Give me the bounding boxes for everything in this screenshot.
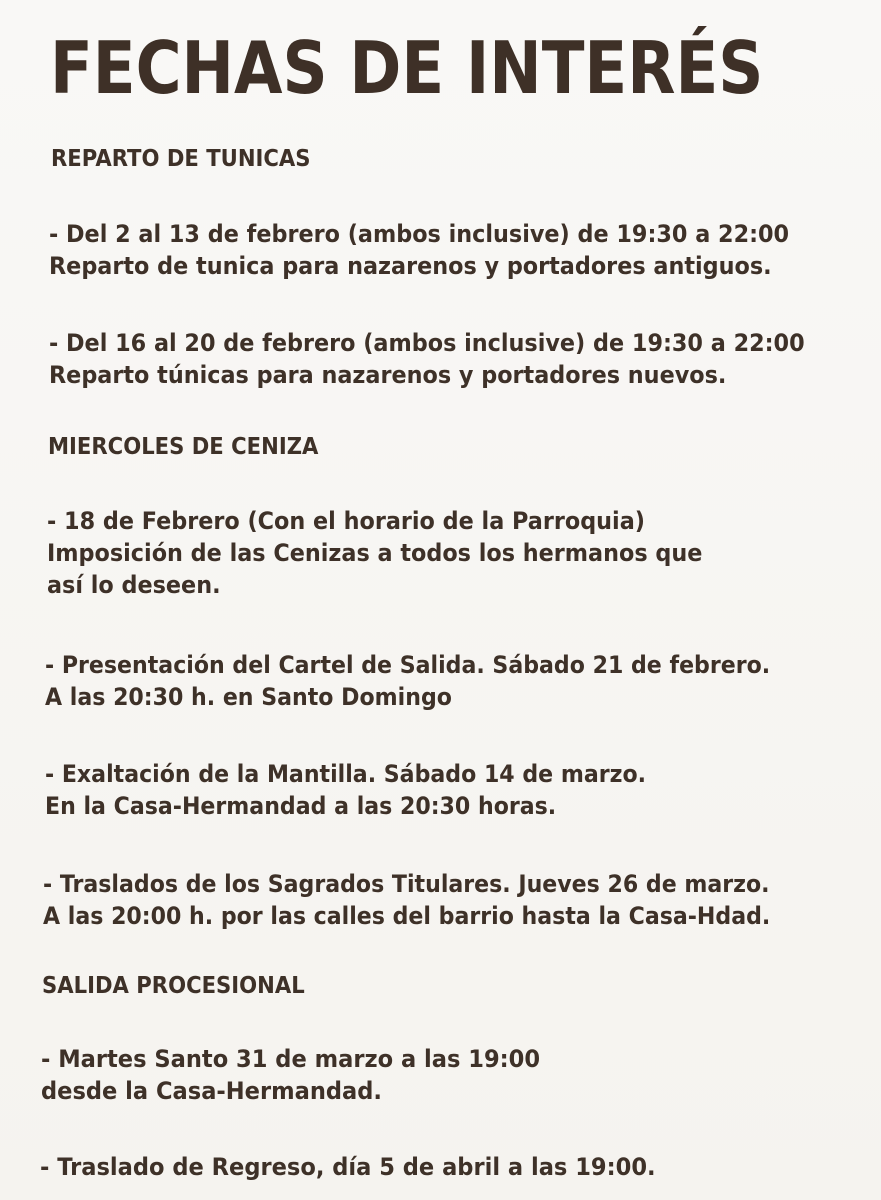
entry-line: - Presentación del Cartel de Salida. Sábado 21 de febrero.	[45, 651, 771, 679]
entry-traslado-regreso	[40, 1151, 695, 1183]
entry-line: - Del 16 al 20 de febrero (ambos inclusive) de 19:30 a 22:00	[49, 329, 805, 357]
entry-line: - Del 2 al 13 de febrero (ambos inclusive) de 19:30 a 22:00	[49, 220, 790, 248]
entry-line: - Exaltación de la Mantilla. Sábado 14 de marzo.	[45, 760, 647, 788]
entry-line: desde la Casa-Hermandad.	[41, 1077, 382, 1105]
entry-line: - Martes Santo 31 de marzo a las 19:00	[41, 1045, 541, 1073]
section-heading-miercoles-ceniza: MIERCOLES DE CENIZA	[48, 434, 319, 460]
entry-line: así lo deseen.	[47, 571, 221, 599]
entry-exaltacion-mantilla	[45, 758, 698, 822]
entry-imposicion-cenizas	[47, 505, 752, 601]
section-heading-reparto-tunicas: REPARTO DE TUNICAS	[51, 146, 311, 172]
entry-line: Imposición de las Cenizas a todos los hermanos que	[47, 539, 703, 567]
entry-line: A las 20:00 h. por las calles del barrio hasta la Casa-Hdad.	[43, 902, 771, 930]
entry-line: A las 20:30 h. en Santo Domingo	[45, 683, 452, 711]
section-heading-salida-procesional: SALIDA PROCESIONAL	[42, 973, 305, 999]
entry-traslados-titulares	[43, 868, 834, 932]
entry-line: - Traslados de los Sagrados Titulares. Jueves 26 de marzo.	[43, 870, 770, 898]
entry-reparto-antiguos	[49, 218, 845, 282]
entry-line: - Traslado de Regreso, día 5 de abril a las 19:00.	[40, 1153, 656, 1181]
entry-line: Reparto de tunica para nazarenos y portadores antiguos.	[49, 252, 772, 280]
page-title: FECHAS DE INTERÉS	[50, 26, 764, 110]
entry-line: En la Casa-Hermandad a las 20:30 horas.	[45, 792, 557, 820]
entry-line: - 18 de Febrero (Con el horario de la Parroquia)	[47, 507, 645, 535]
entry-presentacion-cartel	[45, 649, 833, 713]
entry-line: Reparto túnicas para nazarenos y portadores nuevos.	[49, 361, 727, 389]
entry-reparto-nuevos	[49, 327, 861, 391]
entry-martes-santo	[41, 1043, 572, 1107]
